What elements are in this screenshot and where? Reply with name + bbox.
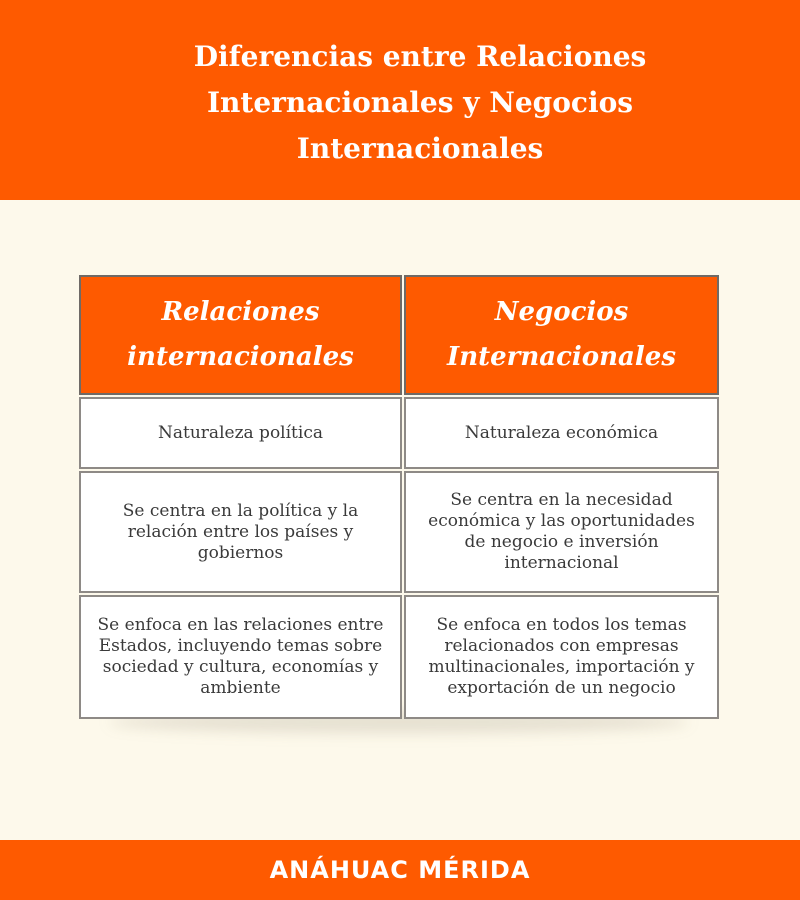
table-cell: Naturaleza económica xyxy=(404,397,719,469)
footer-banner xyxy=(0,840,800,900)
column-header-relaciones: Relaciones internacionales xyxy=(79,275,402,395)
table-cell: Naturaleza política xyxy=(79,397,402,469)
table-cell: Se centra en la necesidad económica y las oportunidades de negocio e inversión internacional xyxy=(404,471,719,593)
page-title: Diferencias entre Relaciones Internacionales y Negocios Internacionales xyxy=(193,40,647,165)
brand-logo-text: ANÁHUAC MÉRIDA xyxy=(269,856,531,884)
header-banner xyxy=(0,0,800,200)
comparison-table xyxy=(79,275,719,719)
column-header-negocios: Negocios Internacionales xyxy=(404,275,719,395)
table-cell: Se enfoca en todos los temas relacionados con empresas multinacionales, importación y exportación de un negocio xyxy=(404,595,719,719)
table-cell: Se enfoca en las relaciones entre Estados, incluyendo temas sobre sociedad y cultura, economías y ambiente xyxy=(79,595,402,719)
table-cell: Se centra en la política y la relación entre los países y gobiernos xyxy=(79,471,402,593)
